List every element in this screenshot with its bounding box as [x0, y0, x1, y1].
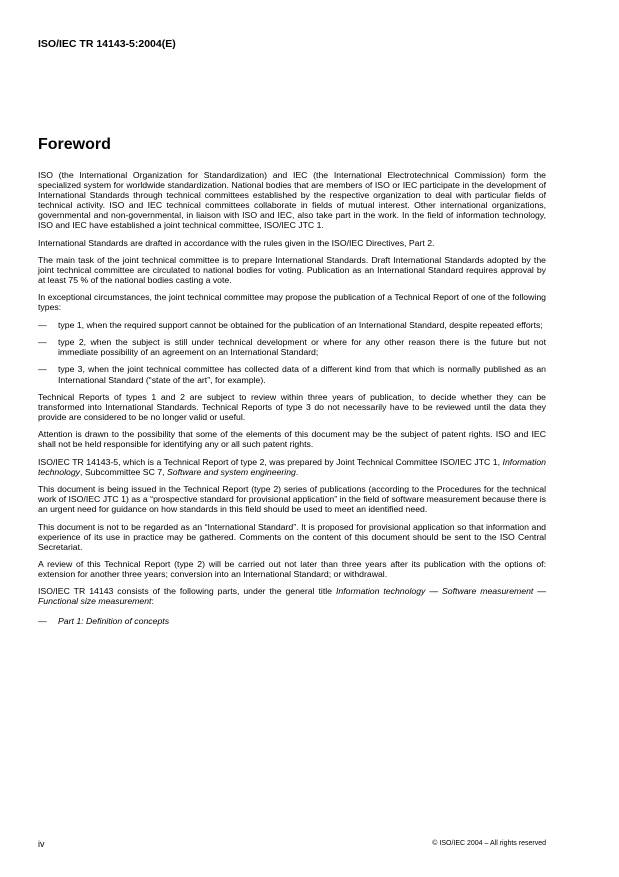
subcommittee-title-italic: Software and system engineering: [166, 466, 296, 477]
paragraph-issuance: This document is being issued in the Technical Report (type 2) series of publications (according to the Procedures for the technical work of ISO/IEC JTC 1) as a “prospective standard for provisional application” in the field of software measurement because there is an urgent need for guidance on how standards in this field should be used to meet an identified need.: [38, 484, 546, 515]
paragraph-not-international-standard: This document is not to be regarded as an “International Standard”. It is proposed for provisional application so that information and experience of its use in practice may be gathered. Comments on the content of this document should be sent to the ISO Central Secretariat.: [38, 521, 546, 552]
parts-text-a: ISO/IEC TR 14143 consists of the following parts, under the general title: [38, 586, 336, 597]
prepared-by-text-b: , Subcommittee SC 7,: [80, 466, 167, 477]
page-title: Foreword: [38, 136, 111, 153]
paragraph-main-task: The main task of the joint technical committee is to prepare International Standards. Draft International Standards adopted by the joint technical committee are circulated to national bodies for voting. Publication as an International Standard requires approval by at least 75 % of the national bodies casting a vote.: [38, 254, 546, 286]
paragraph-review-schedule: A review of this Technical Report (type 2) will be carried out not later than three years after its publication with the options of: extension for another three years; conversion into an International Standard; or withdrawal.: [38, 558, 546, 580]
paragraph-drafting-rules: International Standards are drafted in accordance with the rules given in the ISO/IEC Directives, Part 2.: [38, 237, 435, 248]
list-item-text: type 2, when the subject is still under technical development or where for any other reason there is the future but not immediate possibility of an agreement on an International Standard;: [58, 337, 546, 358]
prepared-by-text-a: ISO/IEC TR 14143-5, which is a Technical Report of type 2, was prepared by Joint Technical Committee ISO/IEC JTC 1,: [38, 456, 503, 467]
paragraph-exceptional-circumstances: In exceptional circumstances, the joint technical committee may propose the publication of a Technical Report of one of the following types:: [38, 292, 546, 313]
paragraph-parts: [38, 586, 546, 606]
list-item-type-3: [38, 364, 546, 384]
general-title-italic: Information technology — Software measurement — Functional size measurement: [38, 586, 546, 607]
em-dash-bullet: —: [38, 616, 47, 627]
document-id-header: ISO/IEC TR 14143-5:2004(E): [38, 38, 176, 50]
list-item-text: type 3, when the joint technical committee has collected data of a different kind from that which is normally published as an International Standard (“state of the art”, for example).: [58, 364, 546, 385]
paragraph-prepared-by: [38, 457, 546, 477]
paragraph-review-types: Technical Reports of types 1 and 2 are subject to review within three years of publication, to decide whether they can be transformed into International Standards. Technical Reports of type 3 do not necessarily have to be reviewed until the data they provide are considered to be no longer valid or useful.: [38, 391, 546, 422]
prepared-by-text-c: .: [295, 466, 299, 477]
list-item-part-1: [38, 616, 546, 626]
em-dash-bullet: —: [38, 319, 47, 330]
em-dash-bullet: —: [38, 337, 47, 348]
parts-text-b: :: [151, 596, 154, 607]
list-item-type-1: [38, 320, 546, 330]
committee-title-italic: Information technology: [38, 456, 546, 477]
em-dash-bullet: —: [38, 364, 47, 375]
list-item-text: type 1, when the required support cannot be obtained for the publication of an International Standard, despite repeated efforts;: [58, 319, 543, 330]
foreword-body: [38, 170, 546, 627]
list-item-type-2: [38, 337, 546, 357]
page-number: iv: [38, 839, 45, 849]
paragraph-patent-rights: Attention is drawn to the possibility that some of the elements of this document may be the subject of patent rights. ISO and IEC shall not be held responsible for identifying any or all such patent rights.: [38, 429, 546, 450]
part-title: Part 1: Definition of concepts: [58, 616, 170, 627]
paragraph-organizations: ISO (the International Organization for Standardization) and IEC (the International Electrotechnical Commission) form the specialized system for worldwide standardization. National bodies that are members of ISO or IEC participate in the development of International Standards through technical committees established by the respective organization to deal with particular fields of technical activity. ISO and IEC technical committees collaborate in fields of mutual interest. Other international organizations, governmental and non-governmental, in liaison with ISO and IEC, also take part in the work. In the field of information technology, ISO and IEC have established a joint technical committee, ISO/IEC JTC 1.: [38, 170, 546, 231]
copyright-notice: © ISO/IEC 2004 – All rights reserved: [432, 840, 546, 847]
document-page: [38, 0, 546, 877]
